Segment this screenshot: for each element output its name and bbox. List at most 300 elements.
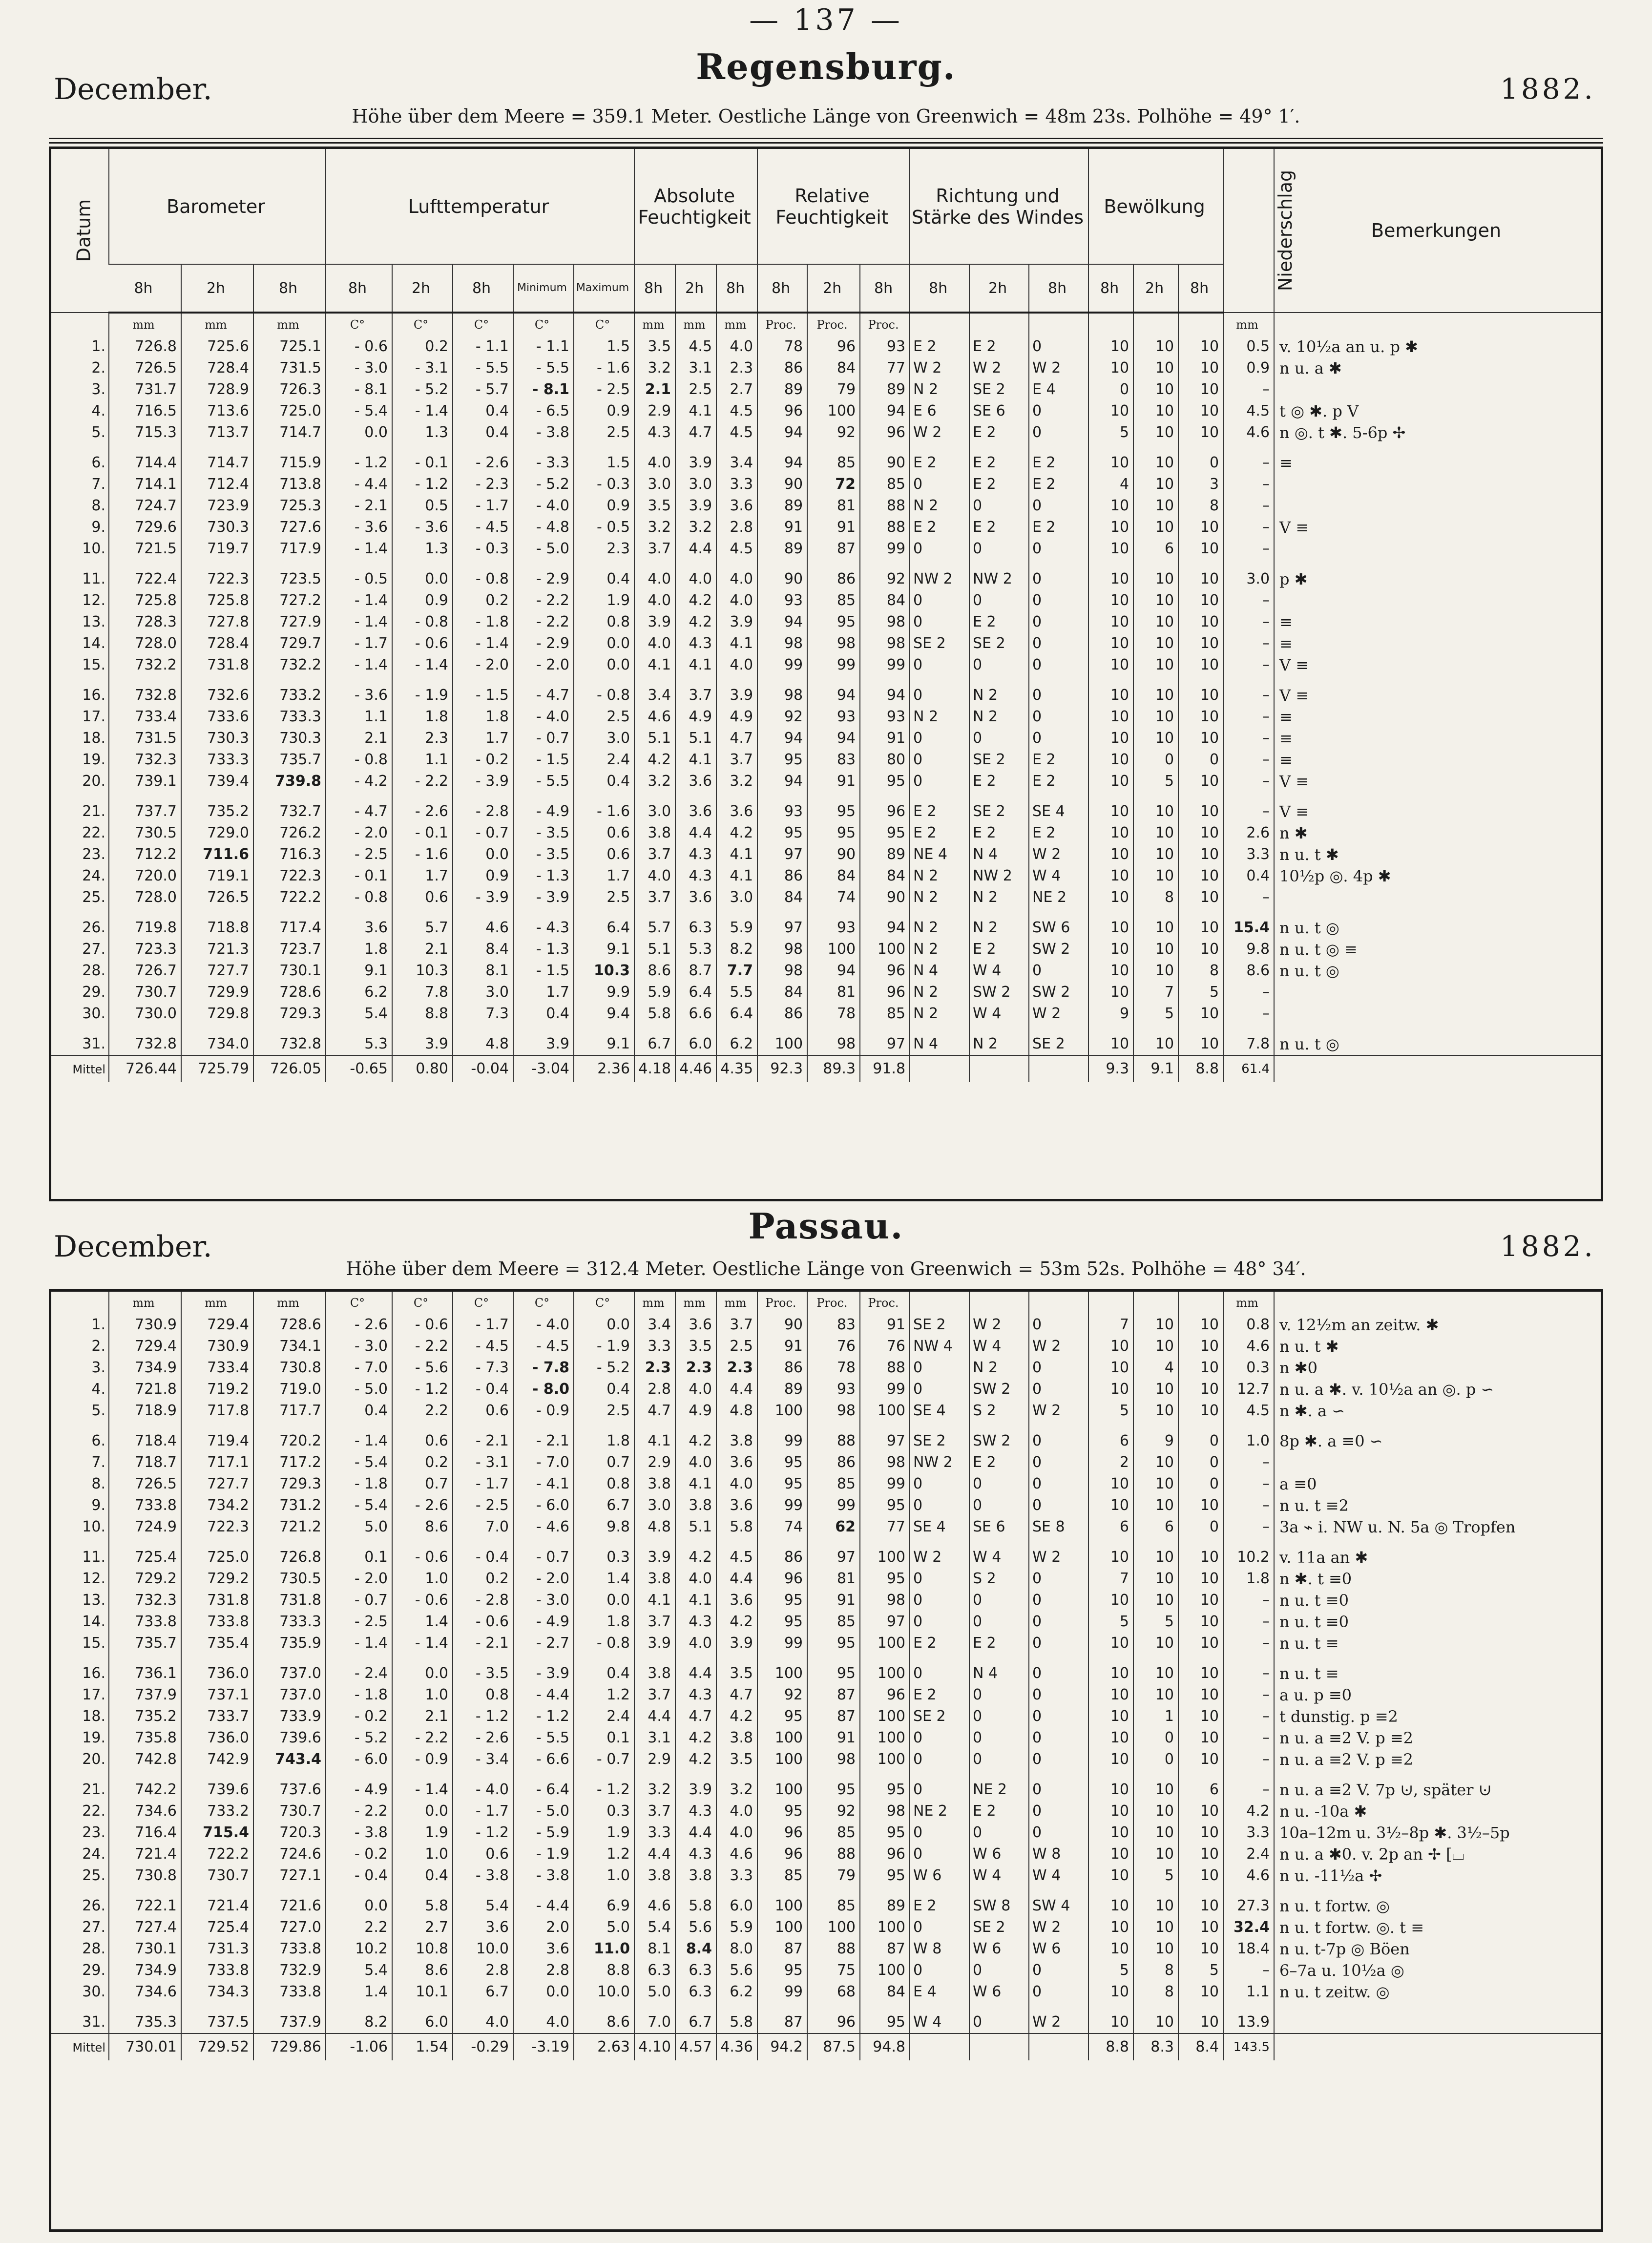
cell-precipitation: 3.3 — [1223, 1822, 1274, 1844]
unit-temp-max: C° — [574, 1292, 634, 1314]
cell-absf-8h-eve: 4.9 — [716, 706, 757, 728]
cell-baro-8h: 719.8 — [109, 908, 181, 939]
cell-temp-8h: 9.1 — [326, 960, 392, 982]
cell-wind-8h-eve: 0 — [1029, 1473, 1088, 1495]
cell-cloud-8h-eve: 10 — [1178, 654, 1223, 676]
cell-baro-2h: 729.0 — [181, 822, 253, 844]
cell-wind-8h-eve: E 2 — [1029, 474, 1088, 495]
cell-relf-8h-eve: 89 — [860, 1887, 910, 1917]
unit-temp-min: C° — [513, 313, 574, 336]
cell-temp-8h: 8.2 — [326, 2003, 392, 2033]
cell-absf-8h: 4.1 — [634, 1422, 675, 1452]
unit-cloud-2h — [1133, 313, 1178, 336]
cell-cloud-8h: 10 — [1088, 1590, 1133, 1611]
cell-wind-2h: E 2 — [969, 422, 1029, 443]
table-row — [51, 749, 1601, 771]
cell-relf-8h-eve: 100 — [860, 939, 910, 960]
cell-relf-8h: 90 — [757, 560, 807, 590]
cell-relf-8h: 100 — [757, 1654, 807, 1684]
cell-temp-max: 1.8 — [574, 1422, 634, 1452]
cell-temp-2h: 7.8 — [392, 982, 453, 1003]
cell-remarks: n u. a ✱0. v. 2p an ✢ [⌴ — [1274, 1844, 1601, 1865]
cell-temp-min: - 1.1 — [513, 336, 574, 357]
cell-cloud-8h-eve: 0 — [1178, 1473, 1223, 1495]
cell-cloud-2h: 5 — [1133, 771, 1178, 792]
cell-baro-8h: 732.8 — [109, 676, 181, 706]
cell-cloud-8h-eve: 10 — [1178, 560, 1223, 590]
cell-cloud-2h: 8 — [1133, 1960, 1178, 1981]
cell-baro-2h: 715.4 — [181, 1822, 253, 1844]
table-row — [51, 1801, 1601, 1822]
cell-day: 14. — [82, 1613, 105, 1630]
cell-remarks: ≡ — [1274, 749, 1601, 771]
cell-cloud-2h: 10 — [1133, 1568, 1178, 1590]
cell-baro-2h: 712.4 — [181, 474, 253, 495]
cell-wind-2h: 0 — [969, 538, 1029, 560]
cell-cloud-8h: 10 — [1088, 443, 1133, 474]
unit-absf-8h: mm — [634, 1292, 675, 1314]
cell-temp-2h: - 1.4 — [392, 400, 453, 422]
cell-temp-8h-eve: 3.0 — [453, 982, 513, 1003]
cell-cloud-8h: 2 — [1088, 1452, 1133, 1473]
cell-relf-2h: 88 — [807, 1422, 860, 1452]
cell-wind-8h-eve: 0 — [1029, 706, 1088, 728]
cell-precipitation: 13.9 — [1223, 2003, 1274, 2033]
cell-precipitation: – — [1223, 982, 1274, 1003]
cell-temp-max: 0.1 — [574, 1727, 634, 1749]
cell-wind-2h: S 2 — [969, 1400, 1029, 1422]
cell-temp-2h: 8.6 — [392, 1960, 453, 1981]
cell-baro-2h: 735.2 — [181, 792, 253, 822]
table-row — [51, 611, 1601, 633]
cell-cloud-2h: 10 — [1133, 357, 1178, 379]
cell-baro-8h-eve: 743.4 — [253, 1749, 326, 1770]
cell-wind-2h: E 2 — [969, 443, 1029, 474]
cell-absf-8h: 4.4 — [634, 1706, 675, 1727]
cell-temp-8h: - 5.4 — [326, 1452, 392, 1473]
cell-wind-8h-eve: W 4 — [1029, 865, 1088, 887]
unit-baro-2h: mm — [181, 1292, 253, 1314]
cell-absf-8h: 5.1 — [634, 939, 675, 960]
cell-temp-max: 0.8 — [574, 611, 634, 633]
cell-wind-8h-eve: 0 — [1029, 1590, 1088, 1611]
cell-relf-8h-eve: 100 — [860, 1960, 910, 1981]
cell-relf-8h-eve: 98 — [860, 1590, 910, 1611]
subhead-2h: 2h — [969, 264, 1029, 313]
cell-relf-8h-eve: 76 — [860, 1336, 910, 1357]
cell-baro-8h: 720.0 — [109, 865, 181, 887]
cell-cloud-2h: 10 — [1133, 1917, 1178, 1938]
cell-temp-min: - 4.0 — [513, 1314, 574, 1336]
mean-absf-2h: 4.46 — [675, 1055, 716, 1082]
cell-baro-8h: 722.4 — [109, 560, 181, 590]
cell-wind-2h: 0 — [969, 1495, 1029, 1516]
cell-wind-8h: N 2 — [910, 887, 969, 908]
cell-cloud-8h: 10 — [1088, 1938, 1133, 1960]
cell-temp-2h: 1.7 — [392, 865, 453, 887]
cell-relf-8h-eve: 99 — [860, 1473, 910, 1495]
cell-cloud-8h: 10 — [1088, 1357, 1133, 1379]
cell-relf-8h-eve: 99 — [860, 538, 910, 560]
cell-relf-8h-eve: 96 — [860, 792, 910, 822]
cell-remarks: n u. a ✱. v. 10½a an ◎. p ∽ — [1274, 1379, 1601, 1400]
cell-wind-2h: W 6 — [969, 1844, 1029, 1865]
cell-temp-2h: 10.1 — [392, 1981, 453, 2003]
cell-wind-2h: SE 2 — [969, 633, 1029, 654]
cell-wind-2h: N 2 — [969, 1357, 1029, 1379]
cell-absf-8h: 7.0 — [634, 2003, 675, 2033]
cell-cloud-8h-eve: 8 — [1178, 495, 1223, 517]
passau-table — [51, 1292, 1601, 2060]
cell-temp-2h: - 2.6 — [392, 1495, 453, 1516]
cell-cloud-8h: 10 — [1088, 1749, 1133, 1770]
unit-absf-2h: mm — [675, 313, 716, 336]
cell-remarks: v. 11a an ✱ — [1274, 1538, 1601, 1568]
cell-temp-2h: 8.6 — [392, 1516, 453, 1538]
cell-temp-8h-eve: 0.2 — [453, 1568, 513, 1590]
cell-cloud-8h-eve: 10 — [1178, 939, 1223, 960]
table-row — [51, 400, 1601, 422]
cell-baro-8h: 729.2 — [109, 1568, 181, 1590]
cell-wind-2h: 0 — [969, 590, 1029, 611]
cell-temp-max: 1.9 — [574, 590, 634, 611]
col-bemerkungen: Bemerkungen — [1274, 149, 1601, 313]
cell-absf-8h: 2.1 — [634, 379, 675, 400]
cell-cloud-2h: 10 — [1133, 1379, 1178, 1400]
cell-temp-8h-eve: 5.4 — [453, 1887, 513, 1917]
cell-temp-2h: - 0.6 — [392, 633, 453, 654]
cell-wind-8h: 0 — [910, 474, 969, 495]
mean-row — [51, 1055, 1601, 1082]
regensburg-table-frame — [49, 147, 1603, 1201]
cell-wind-8h-eve: W 2 — [1029, 1538, 1088, 1568]
cell-cloud-2h: 4 — [1133, 1357, 1178, 1379]
cell-baro-2h: 733.8 — [181, 1960, 253, 1981]
cell-baro-8h-eve: 721.2 — [253, 1516, 326, 1538]
cell-baro-8h: 714.4 — [109, 443, 181, 474]
cell-temp-8h: - 3.0 — [326, 1336, 392, 1357]
cell-relf-8h: 90 — [757, 474, 807, 495]
cell-baro-2h: 728.4 — [181, 633, 253, 654]
cell-day: 24. — [82, 1845, 105, 1863]
cell-baro-2h: 730.7 — [181, 1865, 253, 1887]
cell-absf-8h-eve: 4.0 — [716, 560, 757, 590]
cell-remarks: n ✱0 — [1274, 1357, 1601, 1379]
mean-wind-2h — [969, 2033, 1029, 2060]
cell-precipitation: – — [1223, 706, 1274, 728]
cell-precipitation: 10.2 — [1223, 1538, 1274, 1568]
cell-temp-min: - 5.2 — [513, 474, 574, 495]
cell-remarks — [1274, 1003, 1601, 1025]
cell-absf-8h-eve: 5.6 — [716, 1960, 757, 1981]
cell-absf-8h-eve: 8.0 — [716, 1938, 757, 1960]
cell-temp-8h: - 3.0 — [326, 357, 392, 379]
cell-precipitation: 3.0 — [1223, 560, 1274, 590]
table-row — [51, 771, 1601, 792]
cell-precipitation: 4.2 — [1223, 1801, 1274, 1822]
cell-baro-2h: 737.5 — [181, 2003, 253, 2033]
cell-absf-8h-eve: 4.7 — [716, 1684, 757, 1706]
cell-cloud-8h-eve: 10 — [1178, 611, 1223, 633]
cell-absf-8h-eve: 4.7 — [716, 728, 757, 749]
cell-absf-2h: 4.2 — [675, 611, 716, 633]
cell-relf-8h: 74 — [757, 1516, 807, 1538]
cell-wind-2h: 0 — [969, 1822, 1029, 1844]
cell-temp-8h-eve: - 2.8 — [453, 792, 513, 822]
cell-temp-min: - 2.9 — [513, 560, 574, 590]
cell-cloud-8h: 10 — [1088, 1336, 1133, 1357]
cell-baro-2h: 719.1 — [181, 865, 253, 887]
subhead-8h: 8h — [109, 264, 181, 313]
mean-wind-8h — [910, 2033, 969, 2060]
cell-wind-8h: 0 — [910, 749, 969, 771]
cell-cloud-2h: 10 — [1133, 1822, 1178, 1844]
cell-absf-8h: 3.0 — [634, 1495, 675, 1516]
cell-cloud-8h-eve: 10 — [1178, 1003, 1223, 1025]
cell-temp-2h: - 1.4 — [392, 1633, 453, 1654]
cell-wind-8h-eve: 0 — [1029, 400, 1088, 422]
cell-remarks — [1274, 1452, 1601, 1473]
cell-wind-8h: SE 2 — [910, 633, 969, 654]
cell-wind-8h: E 2 — [910, 517, 969, 538]
cell-temp-8h-eve: 7.3 — [453, 1003, 513, 1025]
cell-baro-8h: 734.9 — [109, 1960, 181, 1981]
cell-precipitation: – — [1223, 590, 1274, 611]
cell-relf-8h: 97 — [757, 908, 807, 939]
cell-cloud-8h: 10 — [1088, 792, 1133, 822]
cell-relf-8h: 96 — [757, 1568, 807, 1590]
cell-relf-8h-eve: 99 — [860, 1379, 910, 1400]
cell-temp-2h: - 3.1 — [392, 357, 453, 379]
cell-temp-max: 1.0 — [574, 1865, 634, 1887]
cell-day: 10. — [82, 1518, 105, 1535]
cell-cloud-8h: 10 — [1088, 1633, 1133, 1654]
cell-absf-2h: 4.2 — [675, 1727, 716, 1749]
regensburg-body — [51, 313, 1601, 1082]
cell-relf-8h: 89 — [757, 1379, 807, 1400]
cell-temp-max: 0.0 — [574, 654, 634, 676]
cell-wind-2h: SW 2 — [969, 982, 1029, 1003]
cell-cloud-8h-eve: 10 — [1178, 1633, 1223, 1654]
cell-baro-8h-eve: 719.0 — [253, 1379, 326, 1400]
cell-temp-2h: 8.8 — [392, 1003, 453, 1025]
cell-temp-8h-eve: - 1.7 — [453, 1801, 513, 1822]
cell-baro-2h: 733.4 — [181, 1357, 253, 1379]
mean-absf-2h: 4.57 — [675, 2033, 716, 2060]
cell-baro-8h: 724.9 — [109, 1516, 181, 1538]
cell-temp-8h-eve: 0.4 — [453, 400, 513, 422]
cell-absf-8h-eve: 3.8 — [716, 1727, 757, 1749]
cell-precipitation: 0.3 — [1223, 1357, 1274, 1379]
cell-cloud-8h: 10 — [1088, 1727, 1133, 1749]
cell-temp-max: - 1.6 — [574, 792, 634, 822]
cell-day: 15. — [82, 656, 105, 673]
cell-baro-2h: 731.8 — [181, 1590, 253, 1611]
cell-wind-8h-eve: SW 6 — [1029, 908, 1088, 939]
cell-baro-8h: 712.2 — [109, 844, 181, 865]
cell-baro-8h: 731.7 — [109, 379, 181, 400]
cell-relf-2h: 62 — [807, 1516, 860, 1538]
mean-label: Mittel — [51, 1055, 109, 1082]
cell-wind-8h-eve: W 2 — [1029, 844, 1088, 865]
cell-temp-max: 0.4 — [574, 1654, 634, 1684]
cell-temp-max: 0.7 — [574, 1452, 634, 1473]
col-datum: Datum — [51, 149, 109, 313]
cell-baro-8h-eve: 728.6 — [253, 1314, 326, 1336]
cell-absf-8h-eve: 4.2 — [716, 1706, 757, 1727]
cell-temp-min: - 3.0 — [513, 1590, 574, 1611]
unit-absf-8h-eve: mm — [716, 1292, 757, 1314]
cell-wind-8h-eve: 0 — [1029, 495, 1088, 517]
cell-wind-8h-eve: 0 — [1029, 1749, 1088, 1770]
cell-baro-2h: 732.6 — [181, 676, 253, 706]
cell-temp-min: - 5.5 — [513, 771, 574, 792]
cell-relf-8h: 94 — [757, 611, 807, 633]
table-row — [51, 357, 1601, 379]
cell-cloud-8h: 0 — [1088, 379, 1133, 400]
cell-baro-8h: 737.7 — [109, 792, 181, 822]
cell-wind-8h-eve: W 2 — [1029, 2003, 1088, 2033]
mean-temp-min: -3.04 — [513, 1055, 574, 1082]
cell-temp-8h: - 0.8 — [326, 887, 392, 908]
cell-absf-8h-eve: 5.9 — [716, 1917, 757, 1938]
cell-relf-2h: 83 — [807, 1314, 860, 1336]
cell-absf-8h-eve: 4.0 — [716, 336, 757, 357]
cell-relf-8h: 96 — [757, 1844, 807, 1865]
cell-absf-8h: 4.8 — [634, 1516, 675, 1538]
cell-baro-8h: 728.0 — [109, 633, 181, 654]
cell-baro-8h: 734.6 — [109, 1801, 181, 1822]
cell-remarks: n u. t ◎ — [1274, 960, 1601, 982]
cell-relf-8h-eve: 97 — [860, 1611, 910, 1633]
cell-temp-8h-eve: - 0.6 — [453, 1611, 513, 1633]
cell-temp-8h: - 2.1 — [326, 495, 392, 517]
cell-day: 7. — [91, 1454, 105, 1471]
cell-absf-8h: 3.9 — [634, 1538, 675, 1568]
cell-relf-8h: 86 — [757, 865, 807, 887]
unit-relf-2h: Proc. — [807, 313, 860, 336]
cell-day: 31. — [82, 2013, 105, 2031]
cell-relf-8h: 95 — [757, 822, 807, 844]
cell-cloud-8h: 10 — [1088, 771, 1133, 792]
cell-precipitation: 3.3 — [1223, 844, 1274, 865]
cell-remarks: V ≡ — [1274, 676, 1601, 706]
cell-cloud-2h: 10 — [1133, 443, 1178, 474]
cell-baro-2h: 713.6 — [181, 400, 253, 422]
cell-cloud-8h-eve: 10 — [1178, 822, 1223, 844]
table-row — [51, 676, 1601, 706]
cell-cloud-8h-eve: 10 — [1178, 1749, 1223, 1770]
cell-wind-2h: E 2 — [969, 939, 1029, 960]
cell-precipitation: 4.6 — [1223, 1865, 1274, 1887]
cell-absf-2h: 4.0 — [675, 1633, 716, 1654]
cell-baro-8h: 736.1 — [109, 1654, 181, 1684]
cell-baro-8h: 730.0 — [109, 1003, 181, 1025]
cell-temp-max: 6.7 — [574, 1495, 634, 1516]
cell-wind-8h: E 2 — [910, 792, 969, 822]
cell-absf-2h: 4.3 — [675, 844, 716, 865]
cell-absf-8h: 3.4 — [634, 1314, 675, 1336]
cell-temp-max: 6.9 — [574, 1887, 634, 1917]
cell-temp-8h-eve: - 4.5 — [453, 1336, 513, 1357]
cell-temp-min: - 7.8 — [513, 1357, 574, 1379]
cell-cloud-8h-eve: 10 — [1178, 844, 1223, 865]
table-row — [51, 1422, 1601, 1452]
cell-cloud-8h: 6 — [1088, 1422, 1133, 1452]
cell-baro-8h: 742.8 — [109, 1749, 181, 1770]
cell-temp-min: - 4.4 — [513, 1887, 574, 1917]
table-row — [51, 1379, 1601, 1400]
cell-temp-2h: - 0.1 — [392, 443, 453, 474]
cell-temp-2h: 1.8 — [392, 706, 453, 728]
cell-temp-8h-eve: 0.6 — [453, 1400, 513, 1422]
cell-baro-2h: 721.4 — [181, 1887, 253, 1917]
table-row — [51, 1590, 1601, 1611]
cell-cloud-8h: 5 — [1088, 1400, 1133, 1422]
cell-baro-8h-eve: 723.5 — [253, 560, 326, 590]
cell-cloud-8h-eve: 10 — [1178, 865, 1223, 887]
table-row — [51, 1452, 1601, 1473]
cell-wind-8h: W 8 — [910, 1938, 969, 1960]
cell-baro-2h: 734.0 — [181, 1025, 253, 1055]
cell-temp-max: 11.0 — [574, 1938, 634, 1960]
cell-remarks: t ◎ ✱. p V — [1274, 400, 1601, 422]
cell-temp-8h: - 1.8 — [326, 1473, 392, 1495]
cell-temp-min: - 2.9 — [513, 633, 574, 654]
cell-cloud-8h-eve: 10 — [1178, 422, 1223, 443]
cell-precipitation: 1.0 — [1223, 1422, 1274, 1452]
cell-baro-2h: 727.8 — [181, 611, 253, 633]
cell-absf-8h-eve: 3.2 — [716, 1770, 757, 1801]
cell-temp-8h-eve: 8.4 — [453, 939, 513, 960]
cell-day: 28. — [82, 1940, 105, 1957]
cell-precipitation: – — [1223, 443, 1274, 474]
cell-baro-2h: 722.3 — [181, 1516, 253, 1538]
cell-day: 3. — [91, 381, 105, 398]
cell-temp-2h: 2.3 — [392, 728, 453, 749]
cell-temp-8h-eve: - 4.5 — [453, 517, 513, 538]
cell-baro-8h-eve: 729.7 — [253, 633, 326, 654]
cell-wind-8h: 0 — [910, 1495, 969, 1516]
cell-absf-8h: 3.8 — [634, 1654, 675, 1684]
cell-temp-8h: - 2.5 — [326, 844, 392, 865]
cell-temp-min: - 1.5 — [513, 749, 574, 771]
cell-relf-2h: 78 — [807, 1357, 860, 1379]
unit-baro-8h-eve: mm — [253, 313, 326, 336]
cell-baro-8h: 730.5 — [109, 822, 181, 844]
cell-temp-min: - 1.3 — [513, 865, 574, 887]
cell-cloud-8h: 10 — [1088, 1025, 1133, 1055]
cell-wind-8h: N 2 — [910, 865, 969, 887]
mean-wind-8h — [910, 1055, 969, 1082]
cell-cloud-8h: 10 — [1088, 560, 1133, 590]
cell-wind-8h-eve: 0 — [1029, 611, 1088, 633]
cell-baro-8h: 715.3 — [109, 422, 181, 443]
cell-cloud-2h: 10 — [1133, 495, 1178, 517]
cell-precipitation: – — [1223, 495, 1274, 517]
unit-cloud-8h-eve — [1178, 1292, 1223, 1314]
col-bewoelkung: Bewölkung — [1088, 149, 1223, 264]
cell-relf-8h-eve: 98 — [860, 1801, 910, 1822]
cell-remarks: n ✱. t ≡0 — [1274, 1568, 1601, 1590]
cell-day: 10. — [82, 540, 105, 557]
cell-cloud-2h: 10 — [1133, 474, 1178, 495]
cell-absf-8h: 3.7 — [634, 844, 675, 865]
cell-wind-8h-eve: NE 2 — [1029, 887, 1088, 908]
cell-day: 31. — [82, 1035, 105, 1052]
cell-relf-2h: 94 — [807, 728, 860, 749]
cell-relf-2h: 88 — [807, 1938, 860, 1960]
